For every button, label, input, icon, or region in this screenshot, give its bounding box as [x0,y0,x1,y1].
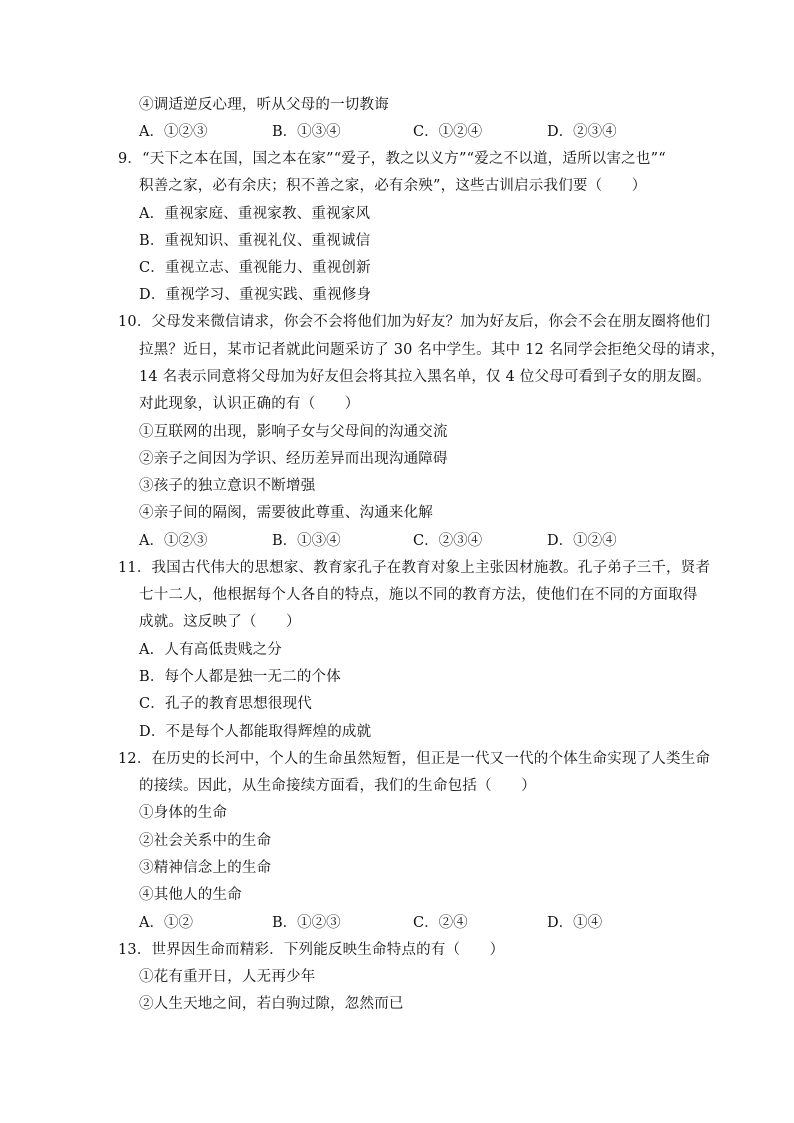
q11-option-d: D．不是每个人都能取得辉煌的成就 [139,724,372,740]
q8-option-d: D．②③④ [547,124,617,140]
q9-option-d: D．重视学习、重视实践、重视修身 [139,287,372,303]
q11-option-b: B．每个人都是独一无二的个体 [139,669,341,685]
q11-option-c: C．孔子的教育思想很现代 [139,696,312,712]
q11-stem-line2: 七十二人，他根据每个人各自的特点，施以不同的教育方法，使他们在不同的方面取得 [139,587,698,603]
q13-item-2: ②人生天地之间，若白驹过隙，忽然而已 [139,996,404,1012]
q12-stem-line1: 12．在历史的长河中，个人的生命虽然短暂，但正是一代又一代的个体生命实现了人类生命 [118,751,711,767]
q8-item-4: ④调适逆反心理，听从父母的一切教诲 [139,97,389,113]
q12-stem-line2: 的接续。因此，从生命接续方面看，我们的生命包括（ ） [139,778,536,794]
q9-option-b: B．重视知识、重视礼仪、重视诚信 [139,233,371,249]
q13-stem-line1: 13．世界因生命而精彩．下列能反映生命特点的有（ ） [118,942,505,958]
q10-stem-line3: 14 名表示同意将父母加为好友但会将其拉入黑名单，仅 4 位父母可看到子女的朋友圈。 [139,369,711,385]
q10-stem-line1: 10．父母发来微信请求，你会不会将他们加为好友？加为好友后，你会不会在朋友圈将他们 [118,314,711,330]
q10-item-3: ③孩子的独立意识不断增强 [139,478,316,494]
q11-stem-line1: 11．我国古代伟大的思想家、教育家孔子在教育对象上主张因材施教。孔子弟子三千，贤者 [118,560,711,576]
q10-option-d: D．①②④ [547,533,617,549]
q12-option-a: A．①② [139,915,193,931]
q9-stem-line1: 9．“天下之本在国，国之本在家”“爱子，教之以义方”“爱之不以道，适所以害之也”“ [118,151,666,167]
q10-stem-line4: 对此现象，认识正确的有（ ） [139,396,360,412]
q13-item-1: ①花有重开日，人无再少年 [139,969,316,985]
q8-options [139,122,699,142]
q10-item-4: ④亲子间的隔阂，需要彼此尊重、沟通来化解 [139,505,433,521]
q10-option-c: C．②③④ [413,533,483,549]
q8-option-a: A．①②③ [139,124,208,140]
q10-stem-line2: 拉黑？近日，某市记者就此问题采访了 30 名中学生。其中 12 名同学会拒绝父母的请求， [139,342,726,358]
q12-item-4: ④其他人的生命 [139,887,242,903]
q12-item-3: ③精神信念上的生命 [139,860,272,876]
q10-option-a: A．①②③ [139,533,208,549]
q11-stem-line3: 成就。这反映了（ ） [139,614,301,630]
q10-item-1: ①互联网的出现，影响子女与父母间的沟通交流 [139,424,448,440]
q8-option-c: C．①②④ [413,124,483,140]
q12-item-2: ②社会关系中的生命 [139,833,272,849]
q8-option-b: B．①③④ [272,124,341,140]
q10-item-2: ②亲子之间因为学识、经历差异而出现沟通障碍 [139,451,448,467]
q10-option-b: B．①③④ [272,533,341,549]
q9-option-a: A．重视家庭、重视家教、重视家风 [139,206,371,222]
q10-options [139,531,699,551]
q12-option-d: D．①④ [547,915,603,931]
q12-option-c: C．②④ [413,915,468,931]
q12-item-1: ①身体的生命 [139,805,228,821]
q12-options [139,913,699,933]
q9-option-c: C．重视立志、重视能力、重视创新 [139,260,371,276]
q12-option-b: B．①②③ [272,915,341,931]
q11-option-a: A．人有高低贵贱之分 [139,642,282,658]
q9-stem-line2: 积善之家，必有余庆；积不善之家，必有余殃”，这些古训启示我们要（ ） [139,178,647,194]
